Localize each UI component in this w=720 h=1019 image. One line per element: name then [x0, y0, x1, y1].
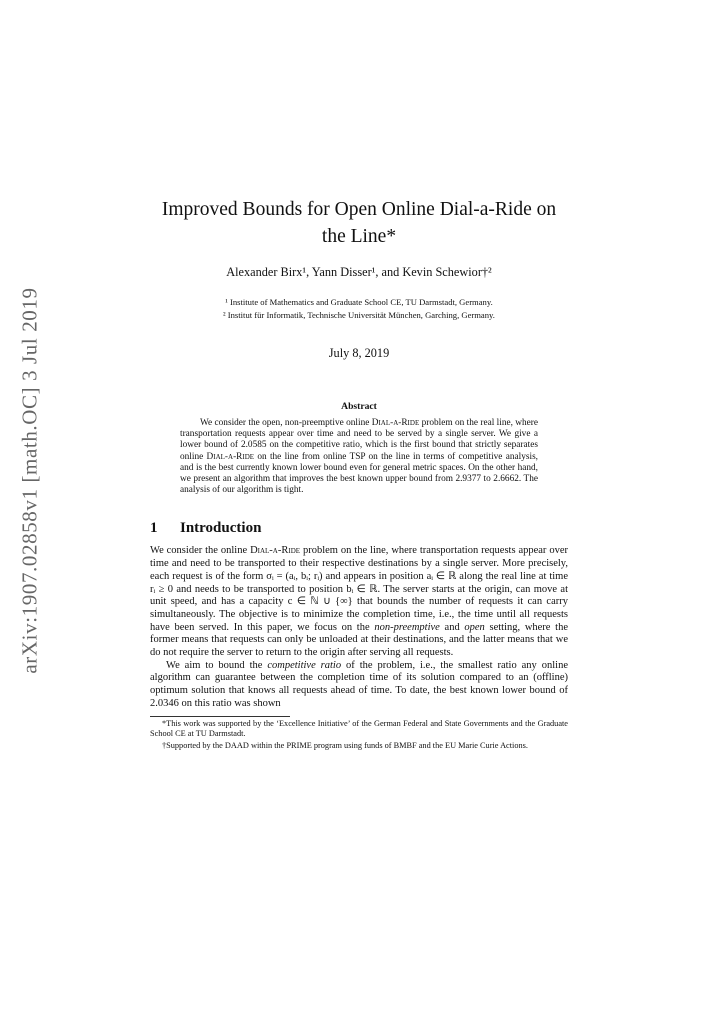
- paper-date: July 8, 2019: [328, 346, 390, 360]
- intro-paragraph-1: [150, 545, 568, 659]
- title-line-1: Improved Bounds for Open Online Dial-a-Ride on: [161, 199, 557, 220]
- arxiv-identifier: [6, 286, 54, 674]
- abstract-text: We consider the open, non-preemptive online: [200, 418, 372, 428]
- author-list: Alexander Birx¹, Yann Disser¹, and Kevin Schewior†²: [226, 265, 492, 279]
- emphasis: open: [464, 621, 485, 633]
- title-line-2: the Line*: [321, 226, 397, 247]
- body-text: We consider the online: [150, 545, 251, 557]
- affiliation-2: ² Institut für Informatik, Technische Universität München, Garching, Germany.: [223, 310, 495, 320]
- body-text: and: [439, 621, 465, 633]
- section-heading-introduction: [150, 520, 568, 537]
- affiliation-1: ¹ Institute of Mathematics and Graduate School CE, TU Darmstadt, Germany.: [225, 297, 493, 307]
- abstract-body: [180, 418, 538, 496]
- emphasis: non-preemptive: [374, 621, 440, 633]
- body-text: setting, where the former means that requests can only be unloaded at their destinations, and the latter means that we do not require the server to return to the origin after serving all requests.: [150, 621, 568, 659]
- abstract-text: problem on the real line, where transportation requests appear over time and need to be served by a single server. We give a lower bound of 2.0585 on the competitive ratio, which is the first bound that strictly separates online: [180, 418, 538, 462]
- problem-name: Dial-a-Ride: [371, 418, 420, 428]
- paper-title: [150, 196, 568, 250]
- abstract-text: on the line from online TSP on the line in terms of competitive analysis, and is the best currently known lower bound even for general metric spaces. On the other hand, we present an algorithm that improves the best known upper bound from 2.9377 to 2.6662. The analysis of our algorithm is tight.: [180, 451, 539, 496]
- body-text: of the problem, i.e., the smallest ratio any online algorithm can guarantee between the completion time of its solution compared to an (offline) optimum solution that knows all requests ahead of time. To date, the best known lower bound of 2.0346 on this ratio was shown: [150, 659, 568, 709]
- section-number: 1: [150, 520, 158, 537]
- paper-page: [150, 196, 568, 751]
- arxiv-id-text: arXiv:1907.02858v1 [math.OC] 3 Jul 2019: [17, 286, 42, 674]
- footnote-2: †Supported by the DAAD within the PRIME program using funds of BMBF and the EU Marie Curie Actions.: [162, 740, 528, 750]
- problem-name: Dial-a-Ride: [250, 545, 301, 557]
- problem-name: Dial-a-Ride: [206, 451, 255, 462]
- emphasis: competitive ratio: [267, 659, 342, 671]
- body-text: problem on the line, where transportation requests appear over time and need to be transported to their respective destinations by a single server. More precisely, each request is of the form σᵢ = (aᵢ, bᵢ; rᵢ) and appears in position aᵢ ∈ ℝ along the real line at time rᵢ ≥ 0 and needs to be transported to position bᵢ ∈ ℝ. The server starts at the origin, can move at unit speed, and has a capacity c ∈ ℕ ∪ {∞} that bounds the number of requests it can carry simultaneously. The objective is to minimize the completion time, i.e., the time until all requests have been served. In this paper, we focus on the: [150, 545, 569, 633]
- body-text: We aim to bound the: [166, 659, 268, 671]
- footnote-rule: [150, 716, 290, 717]
- affiliations: [150, 296, 568, 322]
- intro-paragraph-2: [150, 660, 568, 711]
- abstract-heading: Abstract: [341, 401, 377, 412]
- section-title: Introduction: [180, 520, 262, 537]
- footnote-1: *This work was supported by the ‘Excellence Initiative’ of the German Federal and State Governments and the Graduate School CE at TU Darmstadt.: [150, 718, 568, 738]
